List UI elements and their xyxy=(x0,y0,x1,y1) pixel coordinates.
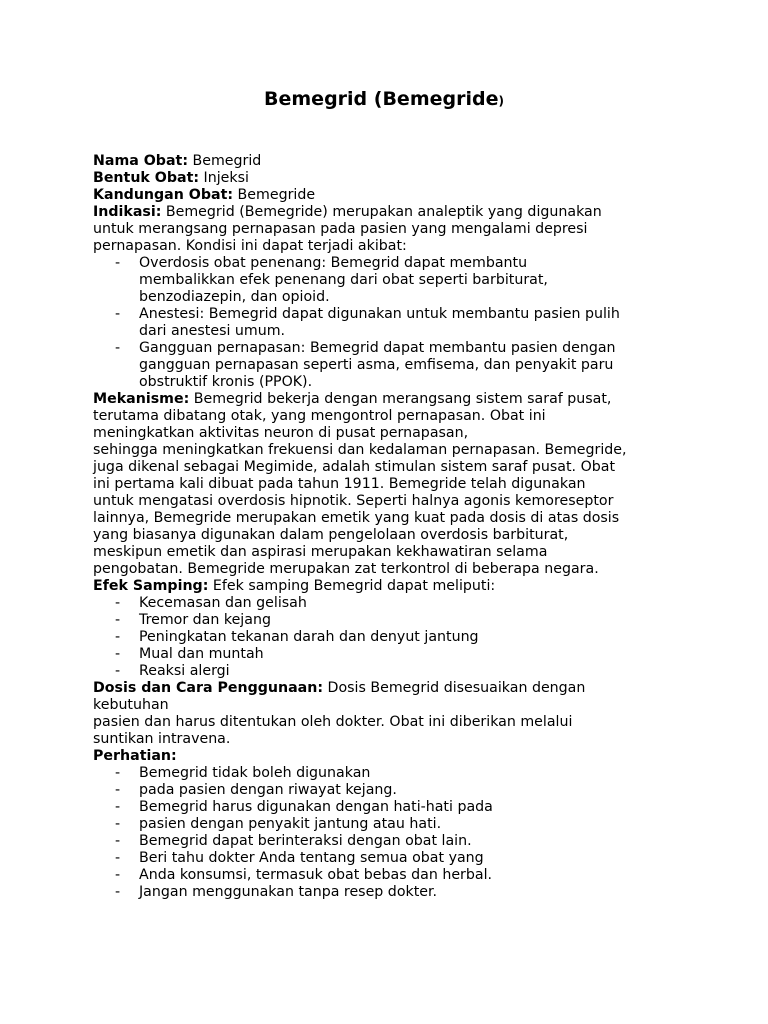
perhatian-label: Perhatian: xyxy=(93,748,177,764)
perhatian-bullet-item xyxy=(93,816,693,833)
bullet-dash: - xyxy=(115,663,121,679)
bullet-dash: - xyxy=(115,782,121,798)
perhatian-line xyxy=(93,748,693,765)
bullet-line: Gangguan pernapasan: Bemegrid dapat membantu pasien dengan xyxy=(139,340,616,356)
bullet-text xyxy=(139,646,693,663)
indikasi-bullet-item xyxy=(93,255,693,306)
bullet-text xyxy=(139,306,693,340)
bullet-line: membalikkan efek penenang dari obat seperti barbiturat, xyxy=(139,272,548,288)
perhatian-bullet-item xyxy=(93,867,693,884)
efek-samping-bullet-item xyxy=(93,646,693,663)
bullet-dash: - xyxy=(115,306,121,322)
bullet-line: benzodiazepin, dan opioid. xyxy=(139,289,330,305)
mekanisme-line: pengobatan. Bemegride merupakan zat terkontrol di beberapa negara. xyxy=(93,561,599,577)
kandungan-obat-label: Kandungan Obat: xyxy=(93,187,234,203)
bullet-line: obstruktif kronis (PPOK). xyxy=(139,374,313,390)
bullet-dash: - xyxy=(115,255,121,271)
bullet-line: pasien dengan penyakit jantung atau hati. xyxy=(139,816,442,832)
bullet-line: Jangan menggunakan tanpa resep dokter. xyxy=(139,884,438,900)
efek-samping-bullet-item xyxy=(93,595,693,612)
dosis-line: suntikan intravena. xyxy=(93,731,231,747)
bullet-line: Reaksi alergi xyxy=(139,663,230,679)
perhatian-section xyxy=(93,748,693,901)
bullet-dash: - xyxy=(115,799,121,815)
mekanisme-line: sehingga meningkatkan frekuensi dan kedalaman pernapasan. Bemegride, xyxy=(93,442,627,458)
indikasi-label: Indikasi: xyxy=(93,204,162,220)
bullet-text xyxy=(139,595,693,612)
efek-samping-line xyxy=(93,578,693,595)
bullet-line: Anestesi: Bemegrid dapat digunakan untuk membantu pasien pulih xyxy=(139,306,620,322)
efek-samping-bullet-item xyxy=(93,612,693,629)
perhatian-bullet-item xyxy=(93,850,693,867)
bullet-text xyxy=(139,816,693,833)
dosis-line xyxy=(93,680,693,697)
mekanisme-line: juga dikenal sebagai Megimide, adalah stimulan sistem saraf pusat. Obat xyxy=(93,459,616,475)
mekanisme-line: ini pertama kali dibuat pada tahun 1911. Bemegride telah digunakan xyxy=(93,476,586,492)
dosis-line: kebutuhan xyxy=(93,697,169,713)
bentuk-obat-row xyxy=(93,170,693,187)
efek-samping-section xyxy=(93,578,693,680)
bullet-line: Bemegrid dapat berinteraksi dengan obat lain. xyxy=(139,833,472,849)
perhatian-bullet-item xyxy=(93,782,693,799)
kandungan-obat-row xyxy=(93,187,693,204)
bullet-text xyxy=(139,782,693,799)
efek-samping-bullet-item xyxy=(93,663,693,680)
bentuk-obat-value: Injeksi xyxy=(199,170,249,186)
mekanisme-label: Mekanisme: xyxy=(93,391,190,407)
indikasi-line xyxy=(93,204,693,221)
bullet-text xyxy=(139,663,693,680)
bullet-line: Peningkatan tekanan darah dan denyut jantung xyxy=(139,629,479,645)
mekanisme-line xyxy=(93,391,693,408)
mekanisme-line: meningkatkan aktivitas neuron di pusat pernapasan, xyxy=(93,425,469,441)
dosis-line: pasien dan harus ditentukan oleh dokter. Obat ini diberikan melalui xyxy=(93,714,573,730)
nama-obat-row xyxy=(93,153,693,170)
bullet-line: Bemegrid harus digunakan dengan hati-hati pada xyxy=(139,799,493,815)
bullet-line: pada pasien dengan riwayat kejang. xyxy=(139,782,397,798)
bullet-dash: - xyxy=(115,765,121,781)
bullet-dash: - xyxy=(115,646,121,662)
bullet-dash: - xyxy=(115,867,121,883)
bullet-line: Bemegrid tidak boleh digunakan xyxy=(139,765,371,781)
bullet-text xyxy=(139,340,693,391)
title-text: Bemegrid (Bemegride xyxy=(264,88,499,110)
bullet-text xyxy=(139,799,693,816)
bullet-text xyxy=(139,867,693,884)
bullet-line: dari anestesi umum. xyxy=(139,323,286,339)
bullet-line: Mual dan muntah xyxy=(139,646,264,662)
bullet-line: Overdosis obat penenang: Bemegrid dapat membantu xyxy=(139,255,528,271)
bentuk-obat-label: Bentuk Obat: xyxy=(93,170,200,186)
efek-samping-bullet-item xyxy=(93,629,693,646)
bullet-text xyxy=(139,884,693,901)
bullet-text xyxy=(139,612,693,629)
bullet-line: Anda konsumsi, termasuk obat bebas dan herbal. xyxy=(139,867,493,883)
mekanisme-text: Bemegrid bekerja dengan merangsang sistem saraf pusat, xyxy=(189,391,612,407)
mekanisme-line: yang biasanya digunakan dalam pengelolaan overdosis barbiturat, xyxy=(93,527,569,543)
bullet-dash: - xyxy=(115,340,121,356)
bullet-dash: - xyxy=(115,595,121,611)
dosis-text: Dosis Bemegrid disesuaikan dengan xyxy=(323,680,586,696)
bullet-line: Beri tahu dokter Anda tentang semua obat yang xyxy=(139,850,484,866)
dosis-section xyxy=(93,680,693,748)
title-close-paren: ) xyxy=(498,94,504,108)
nama-obat-label: Nama Obat: xyxy=(93,153,188,169)
bullet-dash: - xyxy=(115,629,121,645)
bullet-dash: - xyxy=(115,612,121,628)
indikasi-section xyxy=(93,204,693,391)
kandungan-obat-value: Bemegride xyxy=(233,187,316,203)
document-body xyxy=(93,153,693,901)
efek-samping-intro: Efek samping Bemegrid dapat meliputi: xyxy=(208,578,496,594)
bullet-line: Tremor dan kejang xyxy=(139,612,271,628)
mekanisme-line: lainnya, Bemegride merupakan emetik yang kuat pada dosis di atas dosis xyxy=(93,510,620,526)
bullet-dash: - xyxy=(115,816,121,832)
dosis-label: Dosis dan Cara Penggunaan: xyxy=(93,680,324,696)
indikasi-line: untuk merangsang pernapasan pada pasien yang mengalami depresi xyxy=(93,221,588,237)
perhatian-bullet-item xyxy=(93,833,693,850)
bullet-line: Kecemasan dan gelisah xyxy=(139,595,307,611)
indikasi-line: pernapasan. Kondisi ini dapat terjadi akibat: xyxy=(93,238,407,254)
bullet-text xyxy=(139,833,693,850)
indikasi-bullet-item xyxy=(93,306,693,340)
mekanisme-section xyxy=(93,391,693,578)
perhatian-bullet-item xyxy=(93,765,693,782)
bullet-line: gangguan pernapasan seperti asma, emfisema, dan penyakit paru xyxy=(139,357,614,373)
bullet-text xyxy=(139,850,693,867)
indikasi-text: Bemegrid (Bemegride) merupakan analeptik yang digunakan xyxy=(161,204,602,220)
nama-obat-value: Bemegrid xyxy=(188,153,262,169)
bullet-text xyxy=(139,255,693,306)
efek-samping-label: Efek Samping: xyxy=(93,578,209,594)
bullet-dash: - xyxy=(115,833,121,849)
bullet-text xyxy=(139,629,693,646)
page-title xyxy=(0,87,768,113)
bullet-text xyxy=(139,765,693,782)
bullet-dash: - xyxy=(115,884,121,900)
perhatian-bullet-item xyxy=(93,799,693,816)
indikasi-bullet-item xyxy=(93,340,693,391)
mekanisme-line: untuk mengatasi overdosis hipnotik. Seperti halnya agonis kemoreseptor xyxy=(93,493,614,509)
perhatian-bullet-item xyxy=(93,884,693,901)
mekanisme-line: meskipun emetik dan aspirasi merupakan kekhawatiran selama xyxy=(93,544,548,560)
mekanisme-line: terutama dibatang otak, yang mengontrol pernapasan. Obat ini xyxy=(93,408,546,424)
bullet-dash: - xyxy=(115,850,121,866)
